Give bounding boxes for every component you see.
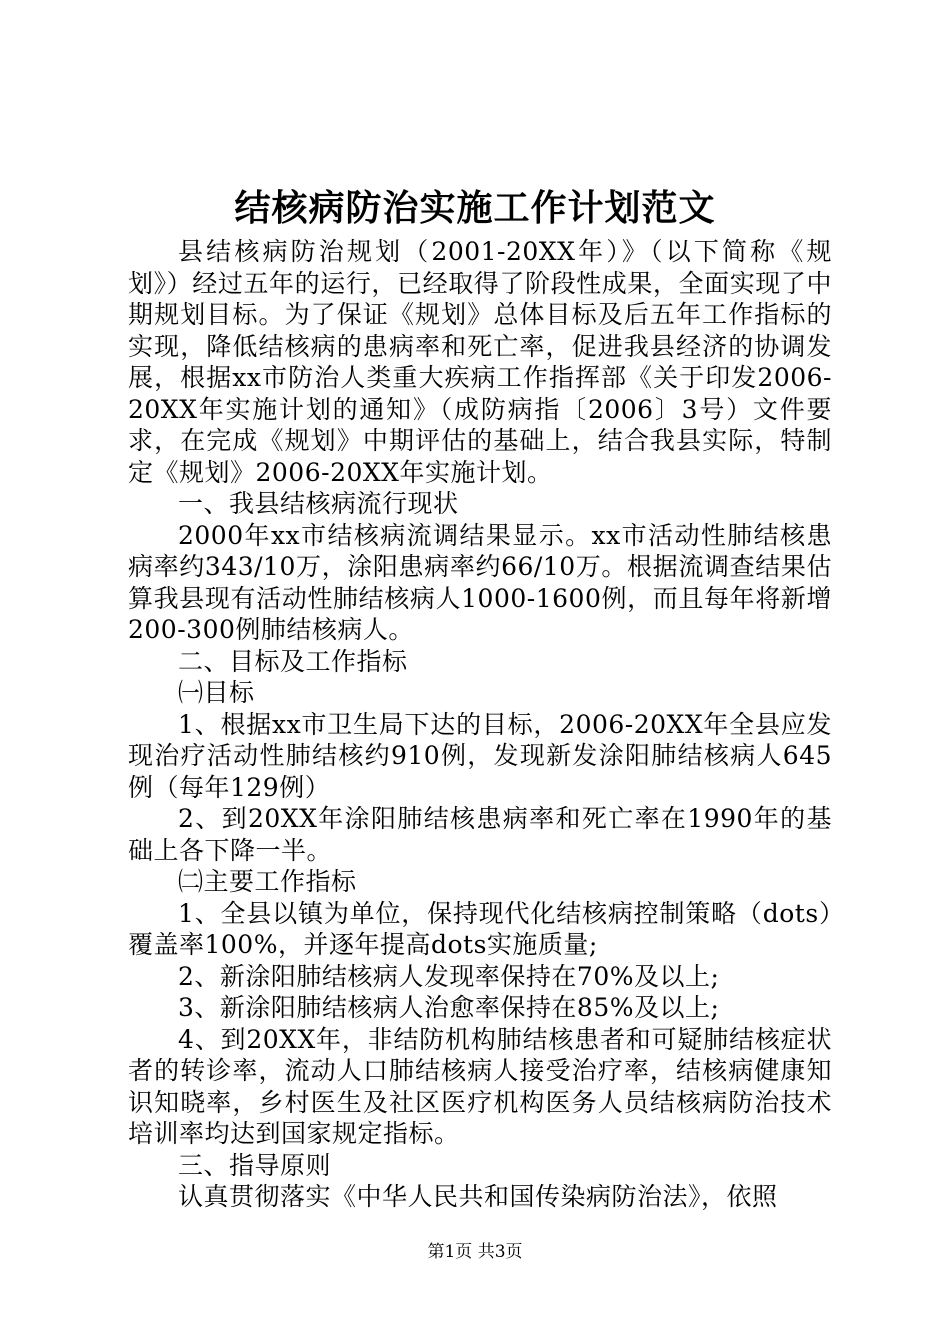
paragraph-status: 2000年xx市结核病流调结果显示。xx市活动性肺结核患病率约343/10万，涂阳患病率约66/10万。根据流调查结果估算我县现有活动性肺结核病人1000-1600例，而且每年将新增200-300例肺结核病人。 (128, 520, 832, 644)
section-heading-3: 三、指导原则 (178, 1150, 332, 1180)
list-item-goal-2: 2、到20XX年涂阳肺结核患病率和死亡率在1990年的基础上各下降一半。 (128, 804, 832, 865)
section-heading-2: 二、目标及工作指标 (178, 646, 408, 676)
list-item-indicator-1: 1、全县以镇为单位，保持现代化结核病控制策略（dots）覆盖率100%，并逐年提高dots实施质量; (128, 898, 832, 959)
list-item-indicator-4: 4、到20XX年，非结防机构肺结核患者和可疑肺结核症状者的转诊率，流动人口肺结核病人接受治疗率，结核病健康知识知晓率，乡村医生及社区医疗机构医务人员结核病防治技术培训率均达到国家规定指标。 (128, 1024, 832, 1148)
paragraph-intro: 县结核病防治规划（2001-20XX年）》（以下简称《规划》）经过五年的运行，已经取得了阶段性成果，全面实现了中期规划目标。为了保证《规划》总体目标及后五年工作指标的实现，降低结核病的患病率和死亡率，促进我县经济的协调发展，根据xx市防治人类重大疾病工作指挥部《关于印发2006-20XX年实施计划的通知》（成防病指〔2006〕3号）文件要求，在完成《规划》中期评估的基础上，结合我县实际，特制定《规划》2006-20XX年实施计划。 (128, 237, 832, 487)
subheading-indicators: ㈡主要工作指标 (178, 867, 357, 896)
subheading-goals: ㈠目标 (178, 678, 255, 707)
section-heading-1: 一、我县结核病流行现状 (178, 489, 459, 518)
paragraph-principles: 认真贯彻落实《中华人民共和国传染病防治法》，依照 (178, 1182, 778, 1211)
page-footer: 第1页 共3页 (427, 1242, 523, 1262)
document-title: 结核病防治实施工作计划范文 (234, 187, 716, 229)
list-item-indicator-3: 3、新涂阳肺结核病人治愈率保持在85%及以上; (178, 993, 720, 1022)
list-item-goal-1: 1、根据xx市卫生局下达的目标，2006-20XX年全县应发现治疗活动性肺结核约910例，发现新发涂阳肺结核病人645例（每年129例） (128, 709, 832, 802)
document-body (128, 236, 832, 1213)
list-item-indicator-2: 2、新涂阳肺结核病人发现率保持在70%及以上; (178, 961, 720, 991)
